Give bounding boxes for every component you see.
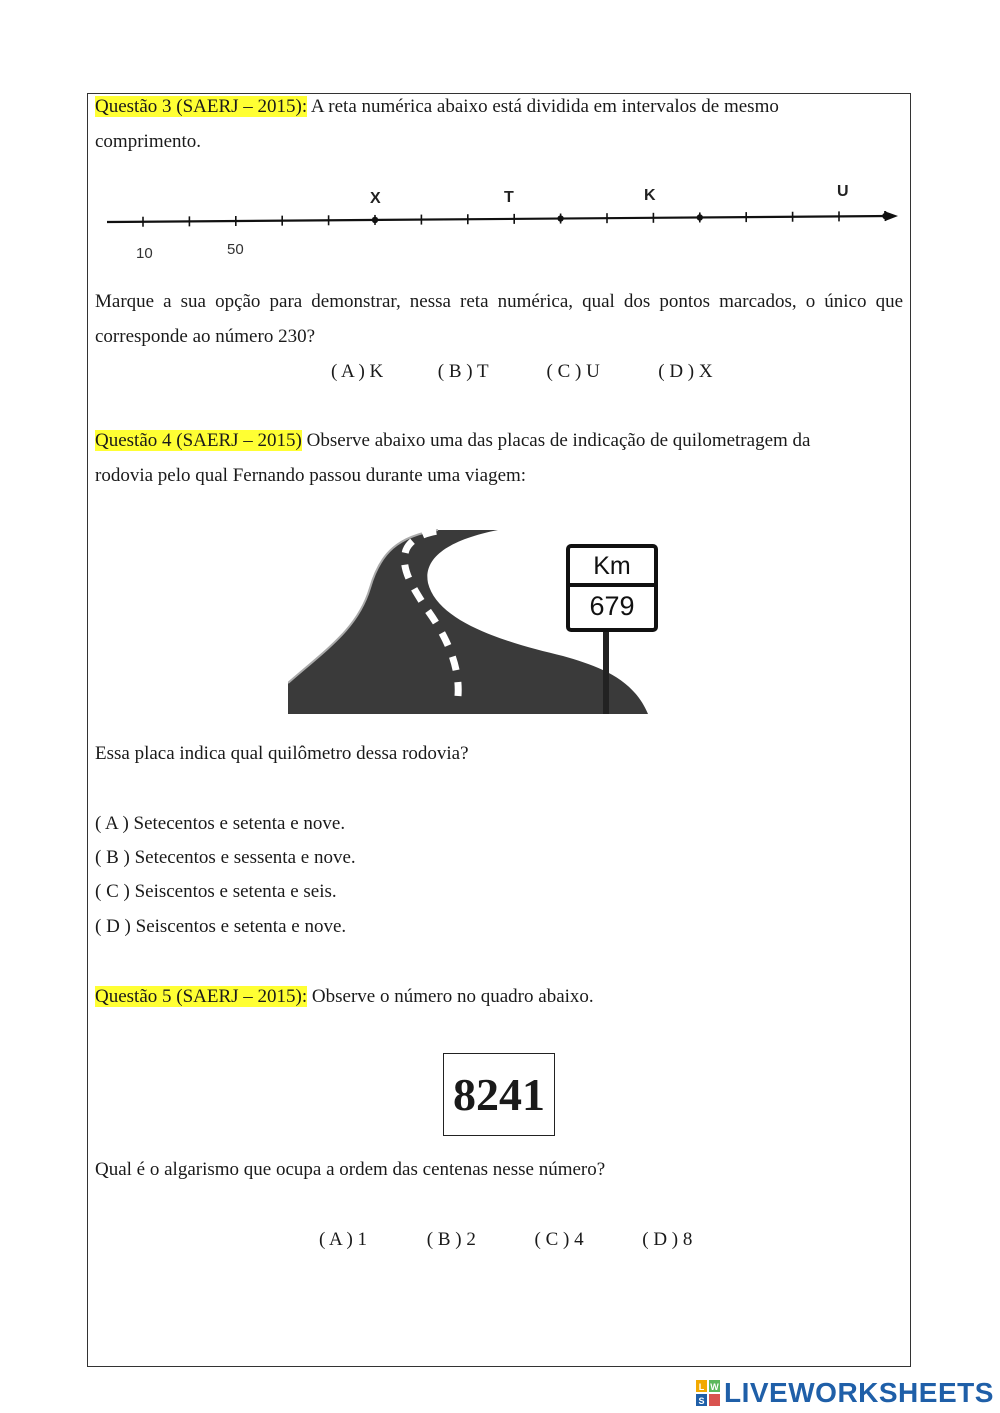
q4-option-d[interactable]: ( D ) Seiscentos e setenta e nove. [95, 916, 347, 937]
sign-bottom-text: 679 [589, 591, 635, 621]
logo-badge-icon [696, 1380, 720, 1406]
q5-option-b[interactable]: ( B ) 2 [426, 1229, 476, 1250]
q3-options [331, 361, 713, 383]
number-line-point-marker [557, 215, 563, 221]
q5-intro [95, 986, 594, 1008]
logo-badge-letter-l: L [698, 1382, 705, 1392]
q3-label: Questão 3 (SAERJ – 2015): [95, 96, 308, 117]
q4-option-c[interactable]: ( C ) Seiscentos e setenta e seis. [95, 881, 337, 902]
tick-label-10: 10 [136, 245, 153, 262]
q5-option-c[interactable]: ( C ) 4 [534, 1229, 584, 1250]
sign-top-text: Km [593, 552, 631, 580]
point-label-u: U [837, 183, 849, 200]
number-line-point-marker [882, 213, 888, 219]
liveworksheets-logo[interactable] [696, 1376, 994, 1410]
q3-option-d[interactable]: ( D ) X [658, 361, 713, 382]
number-line-axis [107, 216, 890, 222]
number-line-point-marker [372, 217, 378, 223]
q3-prompt-line2: corresponde ao número 230? [95, 326, 316, 347]
number-line [95, 175, 910, 270]
q3-option-b[interactable]: ( B ) T [437, 361, 489, 382]
point-label-k: K [644, 187, 656, 204]
q5-label: Questão 5 (SAERJ – 2015): [95, 986, 308, 1007]
logo-badge-letter-s: S [698, 1396, 705, 1406]
point-label-x: X [370, 190, 381, 207]
q3-intro-line2: comprimento. [95, 131, 202, 152]
q4-option-a[interactable]: ( A ) Setecentos e setenta e nove. [95, 813, 346, 834]
q3-option-a[interactable]: ( A ) K [331, 361, 384, 382]
q5-question: Qual é o algarismo que ocupa a ordem das centenas nesse número? [95, 1159, 606, 1180]
q5-option-a[interactable]: ( A ) 1 [319, 1229, 368, 1250]
q5-option-d[interactable]: ( D ) 8 [642, 1229, 693, 1250]
q4-intro-line2: rodovia pelo qual Fernando passou durante uma viagem: [95, 465, 527, 486]
q4-intro [95, 430, 810, 452]
q3-option-c[interactable]: ( C ) U [546, 361, 600, 382]
number-line-point-marker [697, 214, 703, 220]
q4-label: Questão 4 (SAERJ – 2015) [95, 430, 302, 451]
q5-options [319, 1229, 692, 1251]
point-label-t: T [504, 189, 514, 206]
q3-prompt-line1: Marque a sua opção para demonstrar, nessa reta numérica, qual dos pontos marcados, o único que [95, 291, 903, 312]
road-illustration [288, 528, 660, 714]
logo-badge-square-4 [709, 1394, 720, 1406]
q4-intro-line1: Observe abaixo uma das placas de indicação de quilometragem da [301, 430, 811, 451]
number-value: 8241 [453, 1069, 545, 1120]
q4-option-b[interactable]: ( B ) Setecentos e sessenta e nove. [95, 847, 356, 868]
q3-intro [95, 96, 779, 118]
q4-question: Essa placa indica qual quilômetro dessa rodovia? [95, 743, 469, 764]
logo-badge-letter-w: W [710, 1382, 719, 1392]
logo-text: LIVEWORKSHEETS [724, 1377, 994, 1408]
q3-intro-line1: A reta numérica abaixo está dividida em intervalos de mesmo [307, 96, 779, 117]
tick-label-50: 50 [227, 241, 244, 258]
number-box [443, 1053, 555, 1136]
q5-intro-text: Observe o número no quadro abaixo. [307, 986, 594, 1007]
